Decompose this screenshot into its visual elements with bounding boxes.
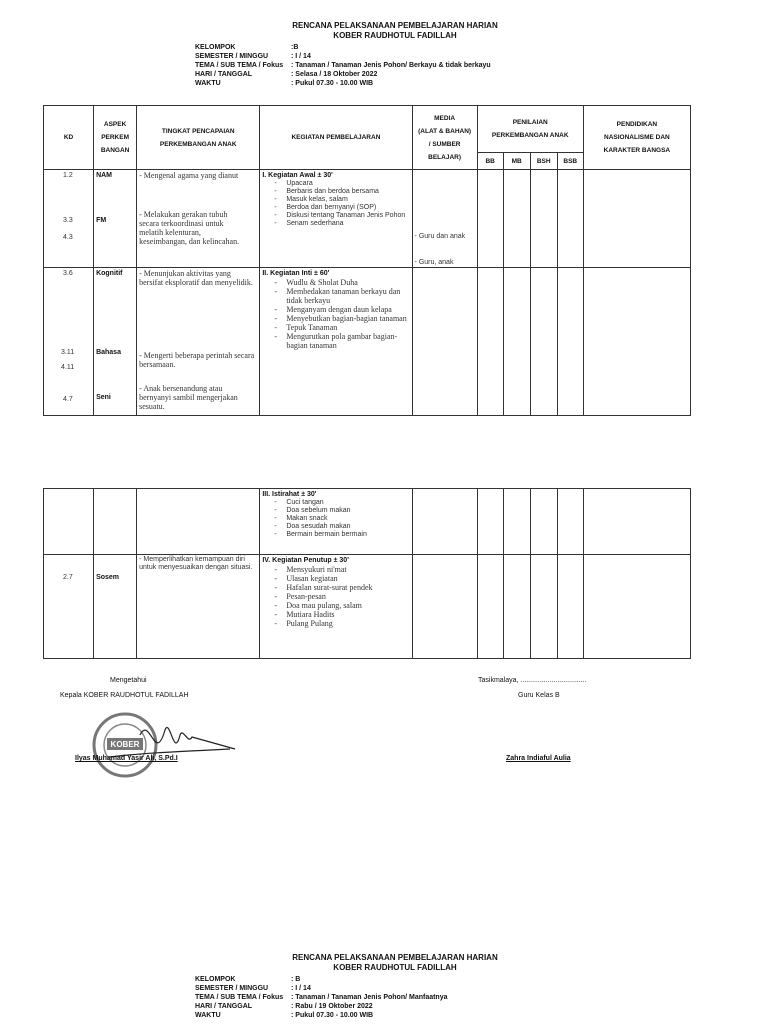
svg-text:KOBER: KOBER — [110, 740, 140, 749]
school-stamp-and-signature — [70, 705, 240, 780]
list-item: - Mengurutkan pola gambar bagian-bagian tanaman — [274, 332, 409, 350]
meta-row-semester: SEMESTER / MINGGU : I / 14 — [195, 985, 311, 992]
meta-row-hari: HARI / TANGGAL : Selasa / 18 Oktober 2022 — [195, 71, 378, 78]
aspek-cell: Kognitif Bahasa Seni — [94, 268, 137, 416]
list-item: - Mutiara Hadits — [274, 610, 409, 619]
header-media: MEDIA (ALAT & BAHAN) / SUMBER BELAJAR) — [412, 106, 477, 170]
meta-block — [195, 43, 491, 88]
mengetahui-label: Mengetahui — [110, 677, 147, 684]
guru-name: Zahra Indiaful Aulia — [506, 755, 571, 762]
table-row — [44, 555, 691, 659]
list-item: - Menganyam dengan daun kelapa — [274, 305, 409, 314]
list-item: - Berdoa dan bernyanyi (SOP) — [274, 204, 409, 212]
list-item: - Doa sesudah makan — [274, 523, 409, 531]
meta-block-page3 — [195, 975, 448, 1020]
header-kegiatan: KEGIATAN PEMBELAJARAN — [260, 106, 412, 170]
kegiatan-cell: I. Kegiatan Awal ± 30' - Upacara - Berbaris dan berdoa bersama - Masuk kelas, salam - Berdoa dan bernyanyi (SOP) - Diskusi tentang Tanaman Jenis Pohon - Senam sederhana — [260, 170, 412, 268]
table-row — [44, 489, 691, 555]
meta-row-tema: TEMA / SUB TEMA / Fokus : Tanaman / Tanaman Jenis Pohon/ Berkayu & tidak berkayu — [195, 62, 491, 69]
list-item: - Membedakan tanaman berkayu dan tidak berkayu — [274, 287, 409, 305]
kd-cell: 3.6 3.11 4.11 4.7 — [44, 268, 94, 416]
header-aspek: ASPEK PERKEM BANGAN — [94, 106, 137, 170]
meta-row-waktu: WAKTU : Pukul 07.30 - 10.00 WIB — [195, 1012, 374, 1019]
tingkat-cell: - Memperlihatkan kemampuan diri untuk menyesuaikan dengan situasi. — [137, 555, 260, 659]
header-mb: MB — [503, 153, 530, 170]
kepala-name: Ilyas Muhamad Yasir Ali, S.Pd.I — [75, 755, 178, 762]
rpph-table-1 — [43, 105, 691, 416]
list-item: - Doa mau pulang, salam — [274, 601, 409, 610]
header-penilaian: PENILAIAN PERKEMBANGAN ANAK — [477, 106, 583, 153]
meta-row-semester: SEMESTER / MINGGU : I / 14 — [195, 53, 311, 60]
header-bsh: BSH — [530, 153, 557, 170]
list-item: - Upacara — [274, 180, 409, 188]
header-pendidikan: PENDIDIKAN NASIONALISME DAN KARAKTER BANGSA — [583, 106, 690, 170]
guru-title: Guru Kelas B — [518, 692, 560, 699]
list-item: - Bermain bermain bermain — [274, 531, 409, 539]
kegiatan-cell: III. Istirahat ± 30' - Cuci tangan - Doa sebelum makan - Makan snack - Doa sesudah makan - Bermain bermain bermain — [260, 489, 412, 555]
meta-row-waktu: WAKTU : Pukul 07.30 - 10.00 WIB — [195, 80, 374, 87]
meta-row-kelompok: KELOMPOK : B — [195, 976, 301, 983]
list-item: - Mensyukuri ni'mat — [274, 565, 409, 574]
list-item: - Tepuk Tanaman — [274, 323, 409, 332]
school-name-page3: KOBER RAUDHOTUL FADILLAH — [333, 963, 457, 972]
list-item: - Cuci tangan — [274, 499, 409, 507]
list-item: - Berbaris dan berdoa bersama — [274, 188, 409, 196]
list-item: - Wudlu & Sholat Duha — [274, 278, 409, 287]
document-title-page3: RENCANA PELAKSANAAN PEMBELAJARAN HARIAN — [292, 953, 498, 962]
list-item: - Doa sebelum makan — [274, 507, 409, 515]
list-item: - Hafalan surat-surat pendek — [274, 583, 409, 592]
tingkat-cell: - Menunjukan aktivitas yang bersifat eksploratif dan menyelidik. - Mengerti beberapa perintah secara bersamaan. - Anak bersenandung atau bernyanyi sambil mengerjakan sesuatu. — [137, 268, 260, 416]
kegiatan-cell: IV. Kegiatan Penutup ± 30' - Mensyukuri ni'mat - Ulasan kegiatan - Hafalan surat-surat pendek - Pesan-pesan - Doa mau pulang, salam - Mutiara Hadits - Pulang Pulang — [260, 555, 412, 659]
rpph-table-2 — [43, 488, 691, 659]
table-row — [44, 268, 691, 416]
aspek-cell: Sosem — [94, 555, 137, 659]
list-item: - Ulasan kegiatan — [274, 574, 409, 583]
list-item: - Masuk kelas, salam — [274, 196, 409, 204]
school-stamp — [94, 714, 156, 776]
list-item: - Pulang Pulang — [274, 619, 409, 628]
table-row — [44, 170, 691, 268]
meta-row-tema: TEMA / SUB TEMA / Fokus : Tanaman / Tanaman Jenis Pohon/ Manfaatnya — [195, 994, 448, 1001]
kd-cell: 2.7 — [44, 555, 94, 659]
list-item: - Pesan-pesan — [274, 592, 409, 601]
header-bsb: BSB — [557, 153, 583, 170]
kegiatan-cell: II. Kegiatan Inti ± 60' - Wudlu & Sholat Duha - Membedakan tanaman berkayu dan tidak berkayu - Menganyam dengan daun kelapa - Menyebutkan bagian-bagian tanaman - Tepuk Tanaman - Mengurutkan pola gambar bagian-bagian tanaman — [260, 268, 412, 416]
header-tingkat-pencapaian: TINGKAT PENCAPAIAN PERKEMBANGAN ANAK — [137, 106, 260, 170]
media-cell: - Guru dan anak - Guru, anak — [412, 170, 477, 268]
tingkat-cell: - Mengenal agama yang dianut - Melakukan gerakan tubuh secara terkoordinasi untuk melatih kelenturan, keseimbangan, dan kelincahan. — [137, 170, 260, 268]
list-item: - Menyebutkan bagian-bagian tanaman — [274, 314, 409, 323]
list-item: - Senam sederhana — [274, 220, 409, 228]
list-item: - Makan snack — [274, 515, 409, 523]
document-title: RENCANA PELAKSANAAN PEMBELAJARAN HARIAN — [292, 21, 498, 30]
kepala-title: Kepala KOBER RAUDHOTUL FADILLAH — [60, 692, 189, 699]
meta-row-kelompok: KELOMPOK :B — [195, 44, 299, 51]
meta-row-hari: HARI / TANGGAL : Rabu / 19 Oktober 2022 — [195, 1003, 373, 1010]
kd-cell: 1.2 3.3 4.3 — [44, 170, 94, 268]
header-bb: BB — [477, 153, 503, 170]
list-item: - Diskusi tentang Tanaman Jenis Pohon — [274, 212, 409, 220]
place-date: Tasikmalaya, .................................. — [478, 677, 587, 684]
aspek-cell: NAM FM — [94, 170, 137, 268]
school-name: KOBER RAUDHOTUL FADILLAH — [333, 31, 457, 40]
header-kd: KD — [44, 106, 94, 170]
